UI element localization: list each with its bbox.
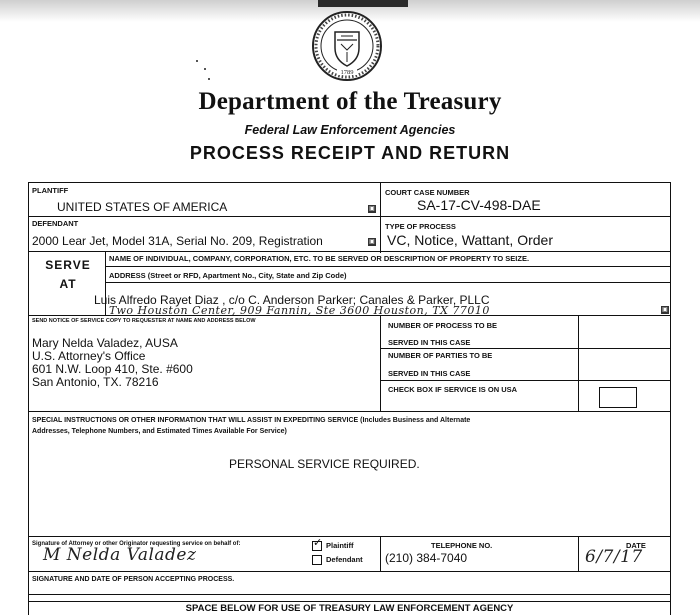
telephone-label: TELEPHONE NO.	[431, 541, 493, 550]
divider	[380, 183, 381, 253]
court-case-label: COURT CASE NUMBER	[385, 188, 470, 197]
divider	[29, 594, 670, 595]
defendant-field[interactable]: 2000 Lear Jet, Model 31A, Serial No. 209, Registration	[32, 234, 323, 248]
seal-year: 1789	[340, 69, 354, 76]
serve-name-label: NAME OF INDIVIDUAL, COMPANY, CORPORATION, ETC. TO BE SERVED OR DESCRIPTION OF PROPERTY TO SEIZE.	[109, 254, 530, 263]
serve-label: SERVE	[45, 258, 91, 272]
special-instructions-label-b: Addresses, Telephone Numbers, and Estimated Times Available For Service)	[32, 428, 287, 435]
divider	[29, 411, 670, 412]
check-mark-icon: ✓	[313, 537, 323, 549]
special-instructions-label: SPECIAL INSTRUCTIONS OR OTHER INFORMATION THAT WILL ASSIST IN EXPEDITING SERVICE (Includes Business and Alternate	[32, 417, 471, 424]
check-box-label: CHECK BOX IF SERVICE IS ON USA	[388, 385, 518, 394]
divider	[578, 315, 579, 411]
divider	[380, 536, 381, 571]
field-marker-icon: ▣	[369, 239, 375, 245]
originator-signature[interactable]: M Nelda Valadez	[43, 545, 197, 565]
defendant-checkbox[interactable]	[312, 555, 322, 565]
plaintiff-option-label: Plaintiff	[326, 541, 354, 550]
plaintiff-label: PLANTIFF	[32, 186, 69, 195]
type-of-process-label: TYPE OF PROCESS	[385, 222, 456, 231]
type-of-process-field[interactable]: VC, Notice, Wattant, Order	[387, 232, 553, 248]
footer-label: SPACE BELOW FOR USE OF TREASURY LAW ENFORCEMENT AGENCY	[185, 603, 514, 614]
process-receipt-form	[28, 182, 671, 615]
divider	[29, 601, 670, 602]
speck	[204, 68, 206, 70]
divider	[29, 315, 670, 316]
at-label: AT	[59, 277, 77, 291]
department-title: Department of the Treasury	[198, 88, 502, 115]
requester-street[interactable]: 601 N.W. Loop 410, Ste. #600	[32, 362, 193, 376]
divider	[29, 571, 670, 572]
divider	[105, 266, 670, 267]
address-handwritten-field[interactable]: Two Houston Center, 909 Fannin, Ste 3600 Houston, TX 77010	[109, 304, 490, 317]
date-label: DATE	[626, 541, 646, 550]
parties-count-label-b: SERVED IN THIS CASE	[388, 369, 471, 378]
divider	[578, 536, 579, 571]
field-marker-icon: ▣	[369, 206, 375, 212]
send-notice-label: SEND NOTICE OF SERVICE COPY TO REQUESTER AT NAME AND ADDRESS BELOW	[32, 318, 256, 324]
speck	[208, 78, 210, 80]
process-count-label-b: SERVED IN THIS CASE	[388, 338, 471, 347]
plaintiff-field[interactable]: UNITED STATES OF AMERICA	[57, 200, 228, 214]
top-tab	[318, 0, 408, 7]
agencies-subtitle: Federal Law Enforcement Agencies	[244, 123, 456, 137]
signature-label: Signature of Attorney or other Originator requesting service on behalf of:	[32, 541, 241, 547]
requester-office[interactable]: U.S. Attorney's Office	[32, 349, 146, 363]
speck	[196, 60, 198, 62]
date-field[interactable]: 6/7/17	[585, 547, 643, 567]
defendant-option-label: Defendant	[326, 555, 363, 564]
divider	[29, 251, 670, 252]
court-case-field[interactable]: SA-17-CV-498-DAE	[417, 197, 541, 213]
telephone-field[interactable]: (210) 384-7040	[385, 551, 468, 565]
divider	[105, 282, 670, 283]
special-instructions-field[interactable]: PERSONAL SERVICE REQUIRED.	[229, 457, 420, 471]
divider	[380, 380, 670, 381]
divider	[29, 216, 670, 217]
address-label: ADDRESS (Street or RFD, Apartment No., City, State and Zip Code)	[109, 271, 347, 280]
requester-name[interactable]: Mary Nelda Valadez, AUSA	[32, 336, 178, 350]
process-count-label: NUMBER OF PROCESS TO BE	[388, 321, 498, 330]
treasury-seal-icon	[311, 10, 383, 82]
field-marker-icon: ▣	[662, 307, 668, 313]
form-title: PROCESS RECEIPT AND RETURN	[189, 143, 511, 163]
divider	[380, 315, 381, 411]
accepting-label: SIGNATURE AND DATE OF PERSON ACCEPTING PROCESS.	[32, 576, 235, 583]
service-on-usa-checkbox[interactable]	[599, 387, 637, 408]
address-field[interactable]: Luis Alfredo Rayet Diaz , c/o C. Anderson Parker; Canales & Parker, PLLC	[94, 293, 490, 307]
divider	[380, 348, 670, 349]
defendant-label: DEFENDANT	[32, 219, 79, 228]
requester-city[interactable]: San Antonio, TX. 78216	[32, 375, 159, 389]
divider	[29, 536, 670, 537]
parties-count-label: NUMBER OF PARTIES TO BE	[388, 351, 493, 360]
